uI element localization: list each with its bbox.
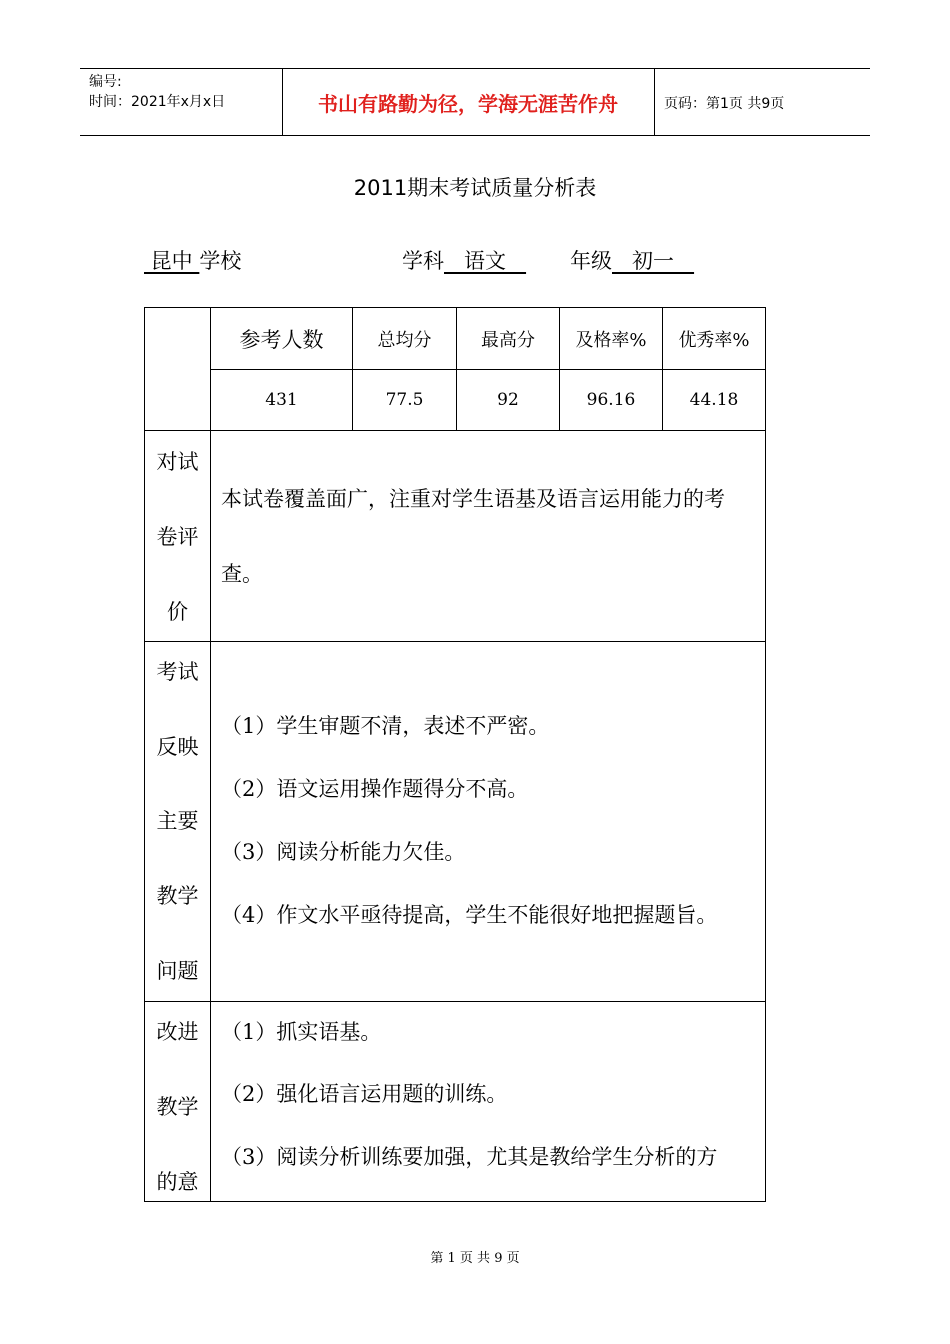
evaluation-text-line: 本试卷覆盖面广，注重对学生语基及语言运用能力的考 bbox=[221, 487, 725, 511]
grade-value: 初一 bbox=[612, 249, 695, 273]
improvements-label-line: 的意 bbox=[156, 1170, 199, 1194]
time-label: 时间：2021年x月x日 bbox=[89, 94, 226, 110]
grade-label: 年级 bbox=[570, 249, 612, 273]
subject-field bbox=[402, 245, 526, 275]
grade-field bbox=[570, 245, 694, 275]
improvements-label-line: 改进 bbox=[156, 1020, 199, 1044]
school-label: 学校 bbox=[199, 249, 242, 273]
improvement-item: （2）强化语言运用题的训练。 bbox=[221, 1082, 508, 1106]
page-footer: 第 1 页 共 9 页 bbox=[430, 1251, 520, 1266]
evaluation-label-line: 对试 bbox=[156, 450, 199, 474]
table-divider bbox=[145, 641, 765, 642]
problems-label-line: 教学 bbox=[156, 884, 199, 908]
improvement-item: （3）阅读分析训练要加强，尤其是教给学生分析的方 bbox=[221, 1145, 718, 1169]
analysis-table bbox=[144, 307, 766, 1202]
table-divider bbox=[145, 1001, 765, 1002]
evaluation-label-line: 价 bbox=[167, 600, 188, 624]
header-motto: 书山有路勤为径，学海无涯苦作舟 bbox=[282, 69, 655, 135]
problems-label-line: 反映 bbox=[156, 735, 199, 759]
evaluation-label-line: 卷评 bbox=[156, 525, 199, 549]
problem-item: （2）语文运用操作题得分不高。 bbox=[221, 777, 529, 801]
problem-item: （1）学生审题不清，表述不严密。 bbox=[221, 714, 550, 738]
page-header bbox=[80, 68, 870, 136]
stat-header: 参考人数 bbox=[239, 327, 324, 352]
subject-value: 语文 bbox=[444, 249, 527, 273]
stat-header: 及格率% bbox=[575, 329, 647, 351]
stat-value: 92 bbox=[497, 390, 519, 410]
evaluation-text-line: 查。 bbox=[221, 562, 263, 586]
school-value: 昆中 bbox=[144, 249, 200, 273]
problem-item: （4）作文水平亟待提高，学生不能很好地把握题旨。 bbox=[221, 903, 718, 927]
problems-label-line: 考试 bbox=[156, 660, 199, 684]
improvement-item: （1）抓实语基。 bbox=[221, 1020, 382, 1044]
table-divider bbox=[210, 308, 211, 1201]
serial-label: 编号: bbox=[89, 74, 122, 90]
stat-header: 总均分 bbox=[377, 329, 432, 351]
stat-value: 44.18 bbox=[689, 390, 739, 410]
document-title: 2011期末考试质量分析表 bbox=[353, 176, 597, 200]
improvements-label-line: 教学 bbox=[156, 1095, 199, 1119]
problems-label-line: 问题 bbox=[156, 959, 199, 983]
stat-value: 96.16 bbox=[586, 390, 636, 410]
stat-value: 431 bbox=[265, 390, 298, 410]
stat-value: 77.5 bbox=[385, 390, 424, 410]
stat-header: 最高分 bbox=[481, 329, 535, 351]
problems-label-line: 主要 bbox=[156, 809, 199, 833]
header-page-label: 页码：第1页 共9页 bbox=[664, 96, 785, 112]
school-field bbox=[144, 245, 241, 275]
subject-label: 学科 bbox=[402, 249, 444, 273]
header-meta bbox=[80, 69, 283, 135]
table-divider bbox=[145, 430, 765, 431]
problem-item: （3）阅读分析能力欠佳。 bbox=[221, 840, 466, 864]
stat-header: 优秀率% bbox=[678, 329, 750, 351]
